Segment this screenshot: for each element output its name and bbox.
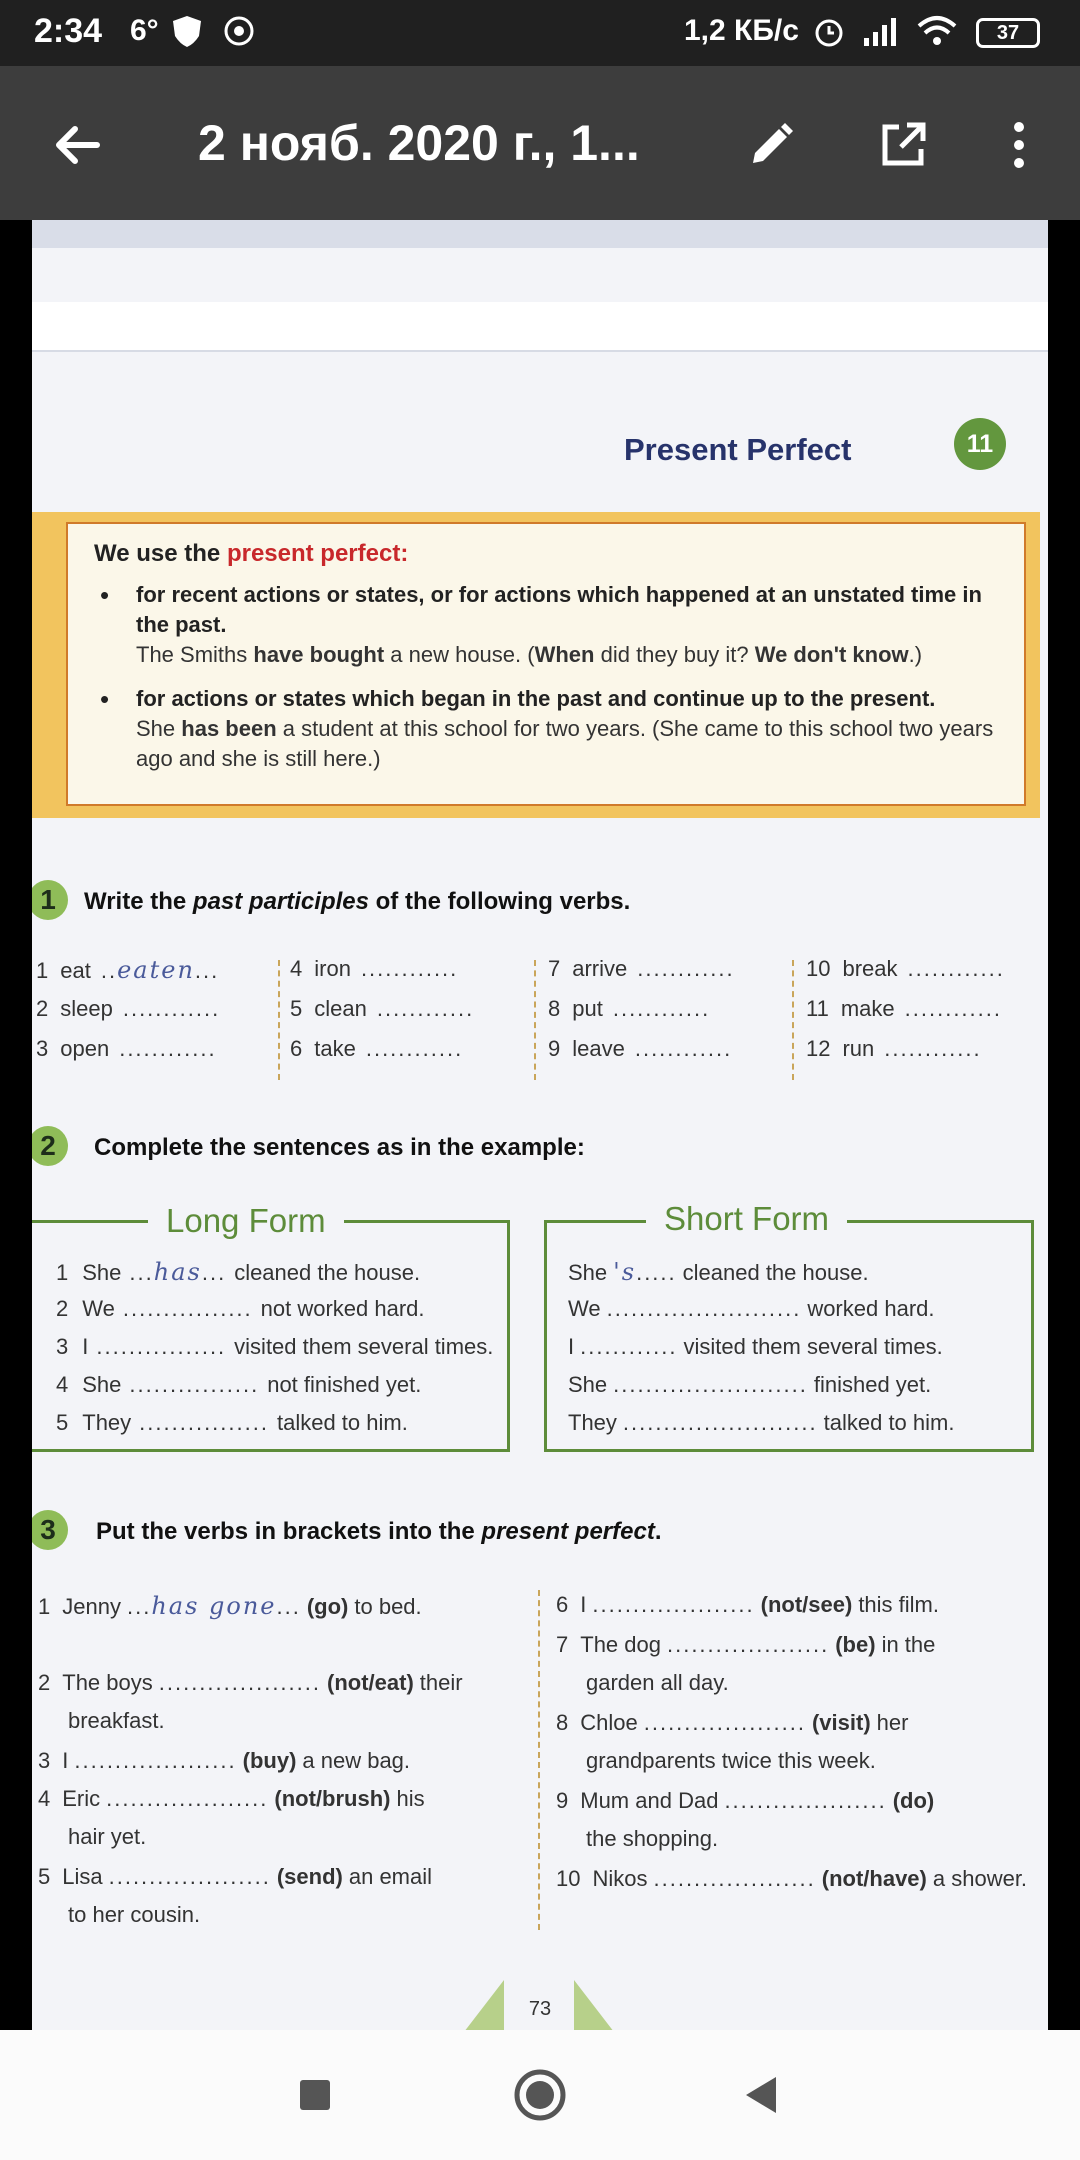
sentence-rest: an email	[348, 1864, 433, 1889]
more-options-button[interactable]	[984, 110, 1054, 180]
answer-blank[interactable]: ................	[139, 1410, 269, 1435]
answer-blank[interactable]: ................	[96, 1334, 227, 1359]
verb-prompt: (buy)	[242, 1748, 297, 1773]
answer-blank[interactable]: ............	[122, 996, 221, 1021]
column-separator	[534, 960, 536, 1080]
verb-label: leave	[572, 1036, 625, 1061]
exercise-3-item	[556, 1710, 908, 1736]
back-nav-button[interactable]	[726, 2060, 796, 2130]
item-number: 11	[806, 996, 829, 1021]
subject: I	[568, 1334, 575, 1359]
item-number: 1	[36, 958, 49, 983]
verb-label: eat	[60, 958, 91, 983]
exercise-3-item	[556, 1632, 935, 1658]
rule-heading	[94, 540, 998, 568]
edit-button[interactable]	[736, 110, 806, 180]
wifi-icon	[916, 14, 958, 48]
sentence-rest: cleaned the house.	[682, 1260, 869, 1285]
item-number: 3	[38, 1748, 51, 1773]
verb-label: clean	[314, 996, 367, 1021]
verb-label: arrive	[572, 956, 628, 981]
subject: I	[62, 1748, 69, 1773]
participle-item	[290, 1036, 463, 1062]
subject: She	[568, 1260, 608, 1285]
verb-label: break	[842, 956, 898, 981]
exercise-3-heading: Put the verbs in brackets into the present perfect.	[96, 1518, 662, 1545]
rule-bullet-1-example: The Smiths have bought a new house. (When did they buy it? We don't know.)	[136, 642, 923, 667]
verb-prompt: (not/brush)	[274, 1786, 391, 1811]
item-number: 3	[56, 1334, 69, 1359]
subject: Chloe	[580, 1710, 638, 1735]
item-number: 8	[556, 1710, 569, 1735]
answer-blank[interactable]: ............	[884, 1036, 982, 1061]
subject: We	[568, 1296, 601, 1321]
arrow-back-icon	[51, 119, 103, 171]
verb-label: open	[60, 1036, 110, 1061]
item-number: 4	[56, 1372, 69, 1397]
vpn-icon	[222, 14, 256, 48]
verb-prompt: (not/have)	[821, 1866, 927, 1891]
item-number: 9	[556, 1788, 569, 1813]
status-time: 2:34	[34, 12, 103, 50]
answer-blank[interactable]: ............	[634, 1036, 733, 1061]
participle-item	[548, 956, 735, 982]
rule-bullet-2-example: She has been a student at this school for two years. (She came to this school two years ago and she is still here.)	[136, 716, 994, 771]
verb-prompt: (do)	[892, 1788, 935, 1813]
back-button[interactable]	[42, 110, 112, 180]
network-speed: 1,2 КБ/с	[684, 14, 799, 47]
subject: Lisa	[62, 1864, 103, 1889]
rule-highlight: present perfect:	[226, 540, 409, 567]
short-form-sentence	[568, 1410, 954, 1436]
item-number: 2	[56, 1296, 69, 1321]
item-number: 3	[36, 1036, 49, 1061]
section-title: Present Perfect	[624, 432, 852, 467]
rule-bullet-2	[94, 684, 998, 774]
more-vert-icon	[1009, 119, 1029, 171]
subject: I	[580, 1592, 587, 1617]
subject: They	[568, 1410, 617, 1435]
sentence-rest: finished yet.	[813, 1372, 932, 1397]
item-number: 5	[38, 1864, 51, 1889]
item-number: 2	[38, 1670, 51, 1695]
exercise-1-heading: Write the past participles of the following verbs.	[84, 888, 631, 915]
item-number: 7	[556, 1632, 569, 1657]
answer-blank[interactable]: ....................	[106, 1786, 269, 1811]
participle-item	[36, 1036, 217, 1062]
page-top-strip	[32, 220, 1048, 248]
subject: They	[82, 1410, 132, 1435]
sentence-rest: her	[876, 1710, 909, 1735]
sentence-rest: not finished yet.	[267, 1372, 422, 1397]
exercise-3-item	[556, 1788, 940, 1814]
shield-app-icon	[170, 14, 204, 48]
sentence-rest: worked hard.	[807, 1296, 935, 1321]
verb-prompt: (be)	[835, 1632, 876, 1657]
pencil-icon	[745, 119, 797, 171]
verb-prompt: (send)	[276, 1864, 343, 1889]
answer-blank[interactable]: ....................	[724, 1788, 887, 1813]
short-form-title: Short Form	[646, 1200, 847, 1238]
answer-blank[interactable]: ..eaten...	[100, 956, 220, 984]
answer-blank[interactable]: ....................	[158, 1670, 321, 1695]
answer-blank[interactable]: ....................	[592, 1592, 755, 1617]
short-form-sentence	[568, 1258, 869, 1286]
sentence-continuation: the shopping.	[586, 1826, 719, 1851]
handwritten-answer: eaten	[117, 956, 195, 984]
exercise-3-number: 3	[32, 1510, 68, 1550]
image-title: 2 нояб. 2020 г., 1...	[198, 115, 640, 171]
item-number: 5	[56, 1410, 69, 1435]
subject: Nikos	[592, 1866, 648, 1891]
sentence-rest: not worked hard.	[260, 1296, 425, 1321]
exercise-3-item	[556, 1866, 1027, 1892]
rule-bullet-1-text: for recent actions or states, or for actions which happened at an unstated time in the past.	[136, 582, 982, 637]
sentence-continuation: hair yet.	[68, 1824, 147, 1849]
sentence-rest: to bed.	[354, 1594, 422, 1619]
open-external-button[interactable]	[868, 110, 938, 180]
item-number: 7	[548, 956, 561, 981]
verb-prompt: (go)	[306, 1594, 349, 1619]
exercise-3-item	[38, 1748, 410, 1774]
subject: She	[82, 1372, 122, 1397]
answer-blank[interactable]: ............	[580, 1334, 678, 1359]
item-number: 4	[38, 1786, 51, 1811]
subject: We	[82, 1296, 115, 1321]
participle-item	[548, 996, 710, 1022]
item-number: 9	[548, 1036, 561, 1061]
participle-item	[36, 956, 219, 984]
item-number: 2	[36, 996, 49, 1021]
handwritten-answer: has	[153, 1258, 202, 1286]
verb-prompt: (not/see)	[760, 1592, 853, 1617]
item-number: 12	[806, 1036, 831, 1061]
item-number: 8	[548, 996, 561, 1021]
image-viewer[interactable]	[0, 220, 1080, 2030]
participle-item	[290, 996, 474, 1022]
sentence-rest: talked to him.	[823, 1410, 955, 1435]
answer-blank[interactable]: ...has...	[129, 1258, 227, 1286]
answer-blank[interactable]: ............	[365, 1036, 464, 1061]
verb-label: iron	[314, 956, 351, 981]
subject: She	[568, 1372, 608, 1397]
answer-blank[interactable]: ....................	[643, 1710, 806, 1735]
status-bar	[0, 0, 1080, 66]
item-number: 4	[290, 956, 303, 981]
item-number: 1	[38, 1594, 51, 1619]
answer-blank[interactable]: ............	[637, 956, 735, 981]
battery-level: 37	[996, 22, 1020, 44]
handwritten-answer: 's	[613, 1258, 637, 1286]
exercise-2-heading: Complete the sentences as in the example:	[94, 1134, 585, 1161]
long-form-sentence	[56, 1410, 408, 1436]
square-icon	[298, 2078, 332, 2112]
answer-blank[interactable]: ............	[907, 956, 1005, 981]
answer-blank[interactable]: ................	[122, 1296, 253, 1321]
verb-label: put	[572, 996, 603, 1021]
navigation-bar	[0, 2030, 1080, 2160]
item-number: 10	[556, 1866, 581, 1891]
battery-icon	[976, 18, 1040, 48]
verb-prompt: (visit)	[811, 1710, 871, 1735]
long-form-sentence	[56, 1296, 425, 1322]
exercise-3-item	[38, 1592, 422, 1620]
participle-item	[36, 996, 220, 1022]
participle-item	[290, 956, 458, 982]
participle-item	[806, 1036, 982, 1062]
subject: Eric	[62, 1786, 101, 1811]
exercise-2-number: 2	[32, 1126, 68, 1166]
participle-item	[806, 996, 1002, 1022]
status-temperature: 6°	[130, 14, 159, 47]
verb-prompt: (not/eat)	[327, 1670, 414, 1695]
long-form-title: Long Form	[148, 1202, 344, 1240]
answer-blank[interactable]: ............	[119, 1036, 217, 1061]
grammar-rule-box	[32, 512, 1040, 818]
answer-blank[interactable]: ....................	[108, 1864, 271, 1889]
long-form-sentence	[56, 1258, 420, 1286]
rule-bullet-2-text: for actions or states which began in the past and continue up to the present.	[136, 686, 936, 711]
item-number: 5	[290, 996, 303, 1021]
rule-intro: We use the	[94, 540, 227, 567]
exercise-3-item	[556, 1592, 939, 1618]
sentence-rest: his	[396, 1786, 425, 1811]
exercise-3-item	[38, 1670, 463, 1696]
answer-blank[interactable]: ...has gone...	[126, 1592, 301, 1620]
unit-number-badge: 11	[954, 418, 1006, 470]
answer-blank[interactable]: ....................	[74, 1748, 237, 1773]
sentence-continuation: grandparents twice this week.	[586, 1748, 876, 1773]
home-button[interactable]	[505, 2060, 575, 2130]
answer-blank[interactable]: ....................	[666, 1632, 830, 1657]
app-bar	[0, 66, 1080, 220]
exercise-3-item	[38, 1786, 425, 1812]
answer-blank[interactable]: ........................	[613, 1372, 808, 1397]
short-form-sentence	[568, 1334, 943, 1360]
short-form-sentence	[568, 1296, 935, 1322]
handwritten-answer: has gone	[151, 1592, 277, 1620]
participle-item	[548, 1036, 732, 1062]
sentence-rest: in the	[881, 1632, 936, 1657]
short-form-sentence	[568, 1372, 931, 1398]
open-in-new-icon	[877, 119, 929, 171]
exercise-1-number: 1	[32, 880, 68, 920]
page-number: 73	[528, 1998, 552, 2020]
exercise-3-item	[38, 1864, 432, 1890]
answer-blank[interactable]: ............	[904, 996, 1002, 1021]
sentence-rest: this film.	[858, 1592, 939, 1617]
rule-bullet-1	[94, 580, 998, 670]
answer-blank[interactable]: ........................	[622, 1410, 818, 1435]
verb-label: make	[840, 996, 895, 1021]
textbook-page	[32, 220, 1048, 2030]
item-number: 6	[556, 1592, 569, 1617]
subject: She	[82, 1260, 122, 1285]
sentence-continuation: breakfast.	[68, 1708, 165, 1733]
sentence-rest: visited them several times.	[683, 1334, 943, 1359]
long-form-sentence	[56, 1372, 421, 1398]
triangle-back-icon	[742, 2075, 780, 2115]
sentence-continuation: to her cousin.	[68, 1902, 201, 1927]
item-number: 6	[290, 1036, 303, 1061]
subject: I	[82, 1334, 89, 1359]
page-divider	[32, 302, 1048, 352]
answer-blank[interactable]: ............	[360, 956, 459, 981]
answer-blank[interactable]: ............	[376, 996, 475, 1021]
answer-blank[interactable]: ............	[612, 996, 711, 1021]
answer-blank[interactable]: ........................	[606, 1296, 802, 1321]
sentence-rest: visited them several times.	[234, 1334, 494, 1359]
answer-blank[interactable]: ................	[129, 1372, 260, 1397]
verb-label: sleep	[60, 996, 113, 1021]
sentence-rest: talked to him.	[276, 1410, 408, 1435]
item-number: 10	[806, 956, 831, 981]
verb-label: take	[314, 1036, 356, 1061]
signal-icon	[860, 14, 904, 48]
grammar-rule-content	[66, 522, 1026, 806]
sentence-rest: a new bag.	[302, 1748, 411, 1773]
column-separator	[538, 1590, 540, 1930]
alarm-icon	[812, 14, 846, 48]
circle-icon	[513, 2068, 567, 2122]
subject: Jenny	[62, 1594, 121, 1619]
participle-item	[806, 956, 1005, 982]
answer-blank[interactable]: 's.....	[613, 1258, 677, 1286]
sentence-rest: cleaned the house.	[234, 1260, 421, 1285]
verb-label: run	[842, 1036, 875, 1061]
column-separator	[792, 960, 794, 1080]
long-form-sentence	[56, 1334, 493, 1360]
subject: The dog	[580, 1632, 661, 1657]
recents-button[interactable]	[280, 2060, 350, 2130]
subject: Mum and Dad	[580, 1788, 719, 1813]
answer-blank[interactable]: ....................	[653, 1866, 816, 1891]
sentence-continuation: garden all day.	[586, 1670, 729, 1695]
subject: The boys	[62, 1670, 153, 1695]
column-separator	[278, 960, 280, 1080]
sentence-rest: a shower.	[932, 1866, 1028, 1891]
page-footer	[504, 1990, 576, 2030]
item-number: 1	[56, 1260, 69, 1285]
sentence-rest: their	[419, 1670, 463, 1695]
